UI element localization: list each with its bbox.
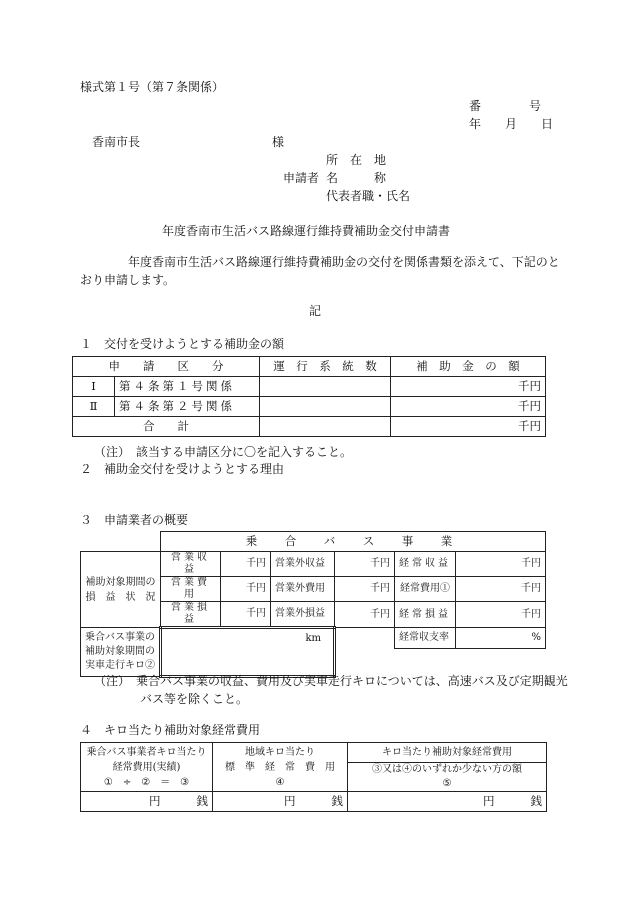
sen-unit: 銭 [331, 793, 343, 808]
yen-unit: 円 [149, 793, 161, 808]
applicant-name-label: 名 称 [326, 171, 387, 185]
document-title: 年度香南市生活バス路線運行維持費補助金交付申請書 [162, 224, 451, 238]
unit-label: 千円 [456, 602, 546, 628]
body-text-line1: 年度香南市生活バス路線運行維持費補助金の交付を関係書類を添えて、下記のと [128, 255, 560, 269]
ordinary-profit-label: 経常損益 [395, 602, 456, 628]
unit-label: 千円 [335, 602, 395, 628]
unit-label: 千円 [456, 552, 546, 577]
ordinary-expense-label: 経常費用① [395, 577, 456, 602]
subsidy-amount-table [72, 356, 546, 437]
unit-label: 千円 [335, 577, 395, 602]
applicant-label: 申請者 [283, 171, 320, 185]
ordinary-balance-ratio-label: 経常収支率 [395, 628, 456, 649]
sen-unit: 銭 [196, 793, 208, 808]
non-operating-profit-label: 営業外損益 [271, 602, 335, 628]
body-text-line2: おり申請します。 [80, 273, 176, 287]
km-unit: km [305, 633, 321, 644]
unit-label: 千円 [335, 552, 395, 577]
unit-label: 千円 [221, 577, 271, 602]
header-subsidy-amount: 補 助 金 の 額 [391, 357, 546, 377]
bus-business-header: 乗 合 バ ス 事 業 [161, 532, 546, 552]
per-km-cost-table [80, 742, 547, 812]
business-overview-table [80, 531, 546, 678]
percent-unit: % [456, 628, 546, 649]
mileage-label: 乗合バス事業の 補助対象期間の 実車走行キロ② [81, 628, 161, 677]
total-label: 合 計 [73, 417, 260, 437]
unit-label: 千円 [456, 577, 546, 602]
subsidy-cost-header: キロ当たり補助対象経常費用 [348, 743, 547, 763]
section3-note-line2: バス等を除くこと。 [140, 692, 249, 706]
mileage-input-box[interactable] [161, 628, 335, 677]
operating-expense-label: 営業費用 [161, 577, 221, 602]
header-route-count: 運 行 系 統 数 [260, 357, 391, 377]
non-operating-revenue-label: 営業外収益 [271, 552, 335, 577]
header-category: 申 請 区 分 [73, 357, 260, 377]
operator-cost-amount[interactable] [81, 792, 213, 812]
applicant-address-label: 所 在 地 [326, 153, 387, 167]
form-number: 様式第１号（第７条関係） [80, 80, 225, 94]
row-number: Ⅰ [73, 377, 115, 397]
section1-note: （注） 該当する申請区分に〇を記入すること。 [94, 445, 353, 459]
amount-unit: 千円 [391, 397, 546, 417]
yen-unit: 円 [284, 793, 296, 808]
standard-cost-amount[interactable] [213, 792, 348, 812]
row-category: 第４条第２号関係 [115, 397, 260, 417]
amount-unit: 千円 [391, 377, 546, 397]
subsidy-cost-amount[interactable] [348, 792, 547, 812]
row-number: Ⅱ [73, 397, 115, 417]
section3-note-line1: （注） 乗合バス事業の収益、費用及び実車走行キロについては、高速バス及び定期観光 [94, 674, 568, 688]
total-route-count-cell[interactable] [260, 417, 391, 437]
unit-label: 千円 [221, 602, 271, 628]
sen-unit: 銭 [530, 793, 542, 808]
applicant-representative-label: 代表者職・氏名 [326, 189, 411, 203]
section2-heading: ２ 補助金交付を受けようとする理由 [80, 462, 285, 476]
operator-cost-header: 乗合バス事業者キロ当たり 経常費用(実績) ① ÷ ② ＝ ③ [81, 743, 213, 792]
total-amount-unit: 千円 [391, 417, 546, 437]
route-count-cell[interactable] [260, 377, 391, 397]
lesser-amount-header: ③又は④のいずれか少ない方の額 ⑤ [348, 763, 547, 792]
row-category: 第４条第１号関係 [115, 377, 260, 397]
operating-profit-label: 営業損益 [161, 602, 221, 628]
route-count-cell[interactable] [260, 397, 391, 417]
unit-label: 千円 [221, 552, 271, 577]
profit-loss-label: 補助対象期間の 損 益 状 況 [81, 552, 161, 628]
section3-heading: ３ 申請業者の概要 [80, 513, 189, 527]
addressee: 香南市長 様 [92, 135, 285, 149]
section1-heading: １ 交付を受けようとする補助金の額 [80, 337, 285, 351]
date-label: 年 月 日 [469, 117, 554, 131]
section4-heading: ４ キロ当たり補助対象経常費用 [80, 723, 261, 737]
ki-label: 記 [309, 304, 322, 318]
yen-unit: 円 [483, 793, 495, 808]
ordinary-revenue-label: 経常収益 [395, 552, 456, 577]
operating-revenue-label: 営業収益 [161, 552, 221, 577]
non-operating-expense-label: 営業外費用 [271, 577, 335, 602]
standard-cost-header: 地域キロ当たり 標 準 経 常 費 用 ④ [213, 743, 348, 792]
document-number-label: 番 号 [469, 99, 542, 113]
